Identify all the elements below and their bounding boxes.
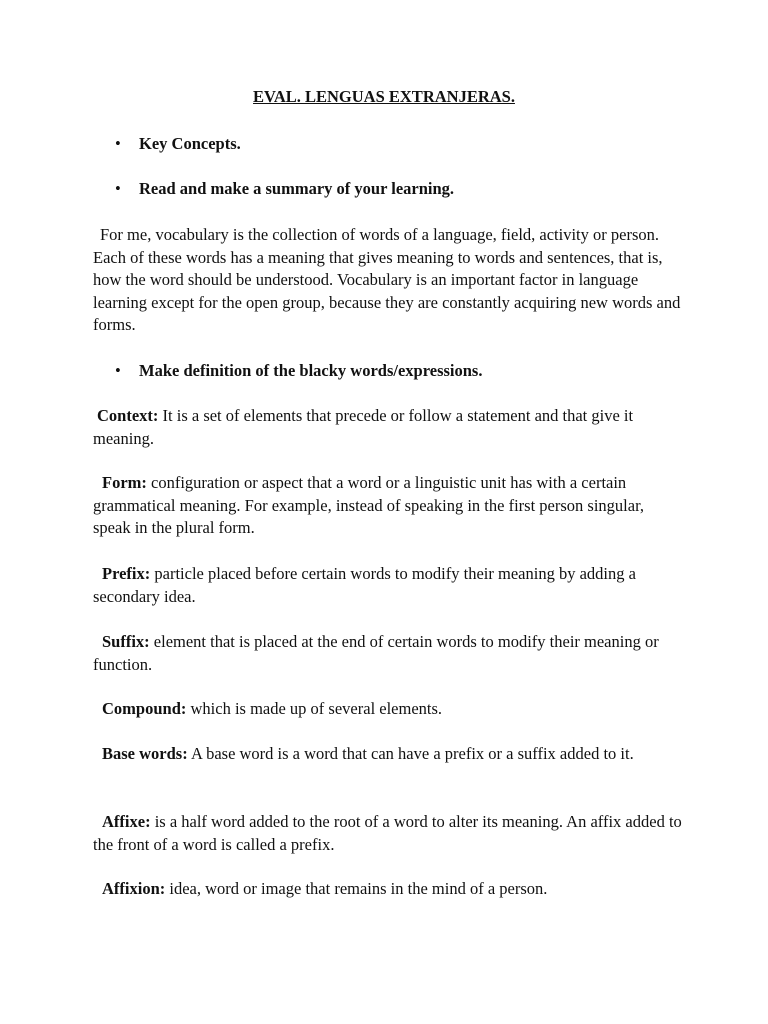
definition-term: Form: xyxy=(102,473,147,492)
bullet-marker: • xyxy=(115,179,121,198)
definition-term: Affixe: xyxy=(102,812,151,831)
definition-term: Prefix: xyxy=(102,564,151,583)
definition-term: Suffix: xyxy=(102,632,150,651)
definition-text: idea, word or image that remains in the mind of a person. xyxy=(169,879,548,898)
definition-term: Affixion: xyxy=(102,879,166,898)
definition-term: Context: xyxy=(97,406,159,425)
document-title: EVAL. LENGUAS EXTRANJERAS. xyxy=(253,87,515,106)
definition-base-words xyxy=(93,743,683,766)
bullet-key-concepts xyxy=(115,133,241,156)
summary-paragraph: For me, vocabulary is the collection of words of a language, field, activity or person. Each of these words has a meaning that gives meaning to words and sentences, that is, how the word should be understood. Vocabulary is an important factor in language learning except for the open group, because they are constantly acquiring new words and forms. xyxy=(93,225,681,335)
definition-text: element that is placed at the end of certain words to modify their meaning or function. xyxy=(93,632,659,674)
definition-text: particle placed before certain words to modify their meaning by adding a secondary idea. xyxy=(93,564,636,606)
bullet-text: Read and make a summary of your learning. xyxy=(139,179,455,198)
definition-form xyxy=(93,472,683,540)
definition-affixion xyxy=(93,878,683,901)
bullet-marker: • xyxy=(115,134,121,153)
definition-term: Base words: xyxy=(102,744,188,763)
bullet-make-definition xyxy=(115,360,482,383)
definition-affixe xyxy=(93,811,683,856)
definition-text: is a half word added to the root of a word to alter its meaning. An affix added to the front of a word is called a prefix. xyxy=(93,812,682,854)
definition-compound xyxy=(93,698,683,721)
definition-context xyxy=(93,405,683,450)
bullet-text: Make definition of the blacky words/expressions. xyxy=(139,361,483,380)
bullet-marker: • xyxy=(115,361,121,380)
definition-text: A base word is a word that can have a prefix or a suffix added to it. xyxy=(190,744,634,763)
definition-suffix xyxy=(93,631,683,676)
bullet-text: Key Concepts. xyxy=(139,134,241,153)
bullet-read-summary xyxy=(115,178,454,201)
definition-term: Compound: xyxy=(102,699,187,718)
definition-text: which is made up of several elements. xyxy=(190,699,443,718)
definition-text: configuration or aspect that a word or a linguistic unit has with a certain grammatical meaning. For example, instead of speaking in the first person singular, speak in the plural form. xyxy=(93,473,645,538)
definition-text: It is a set of elements that precede or follow a statement and that give it meaning. xyxy=(93,406,634,448)
definition-prefix xyxy=(93,563,683,608)
